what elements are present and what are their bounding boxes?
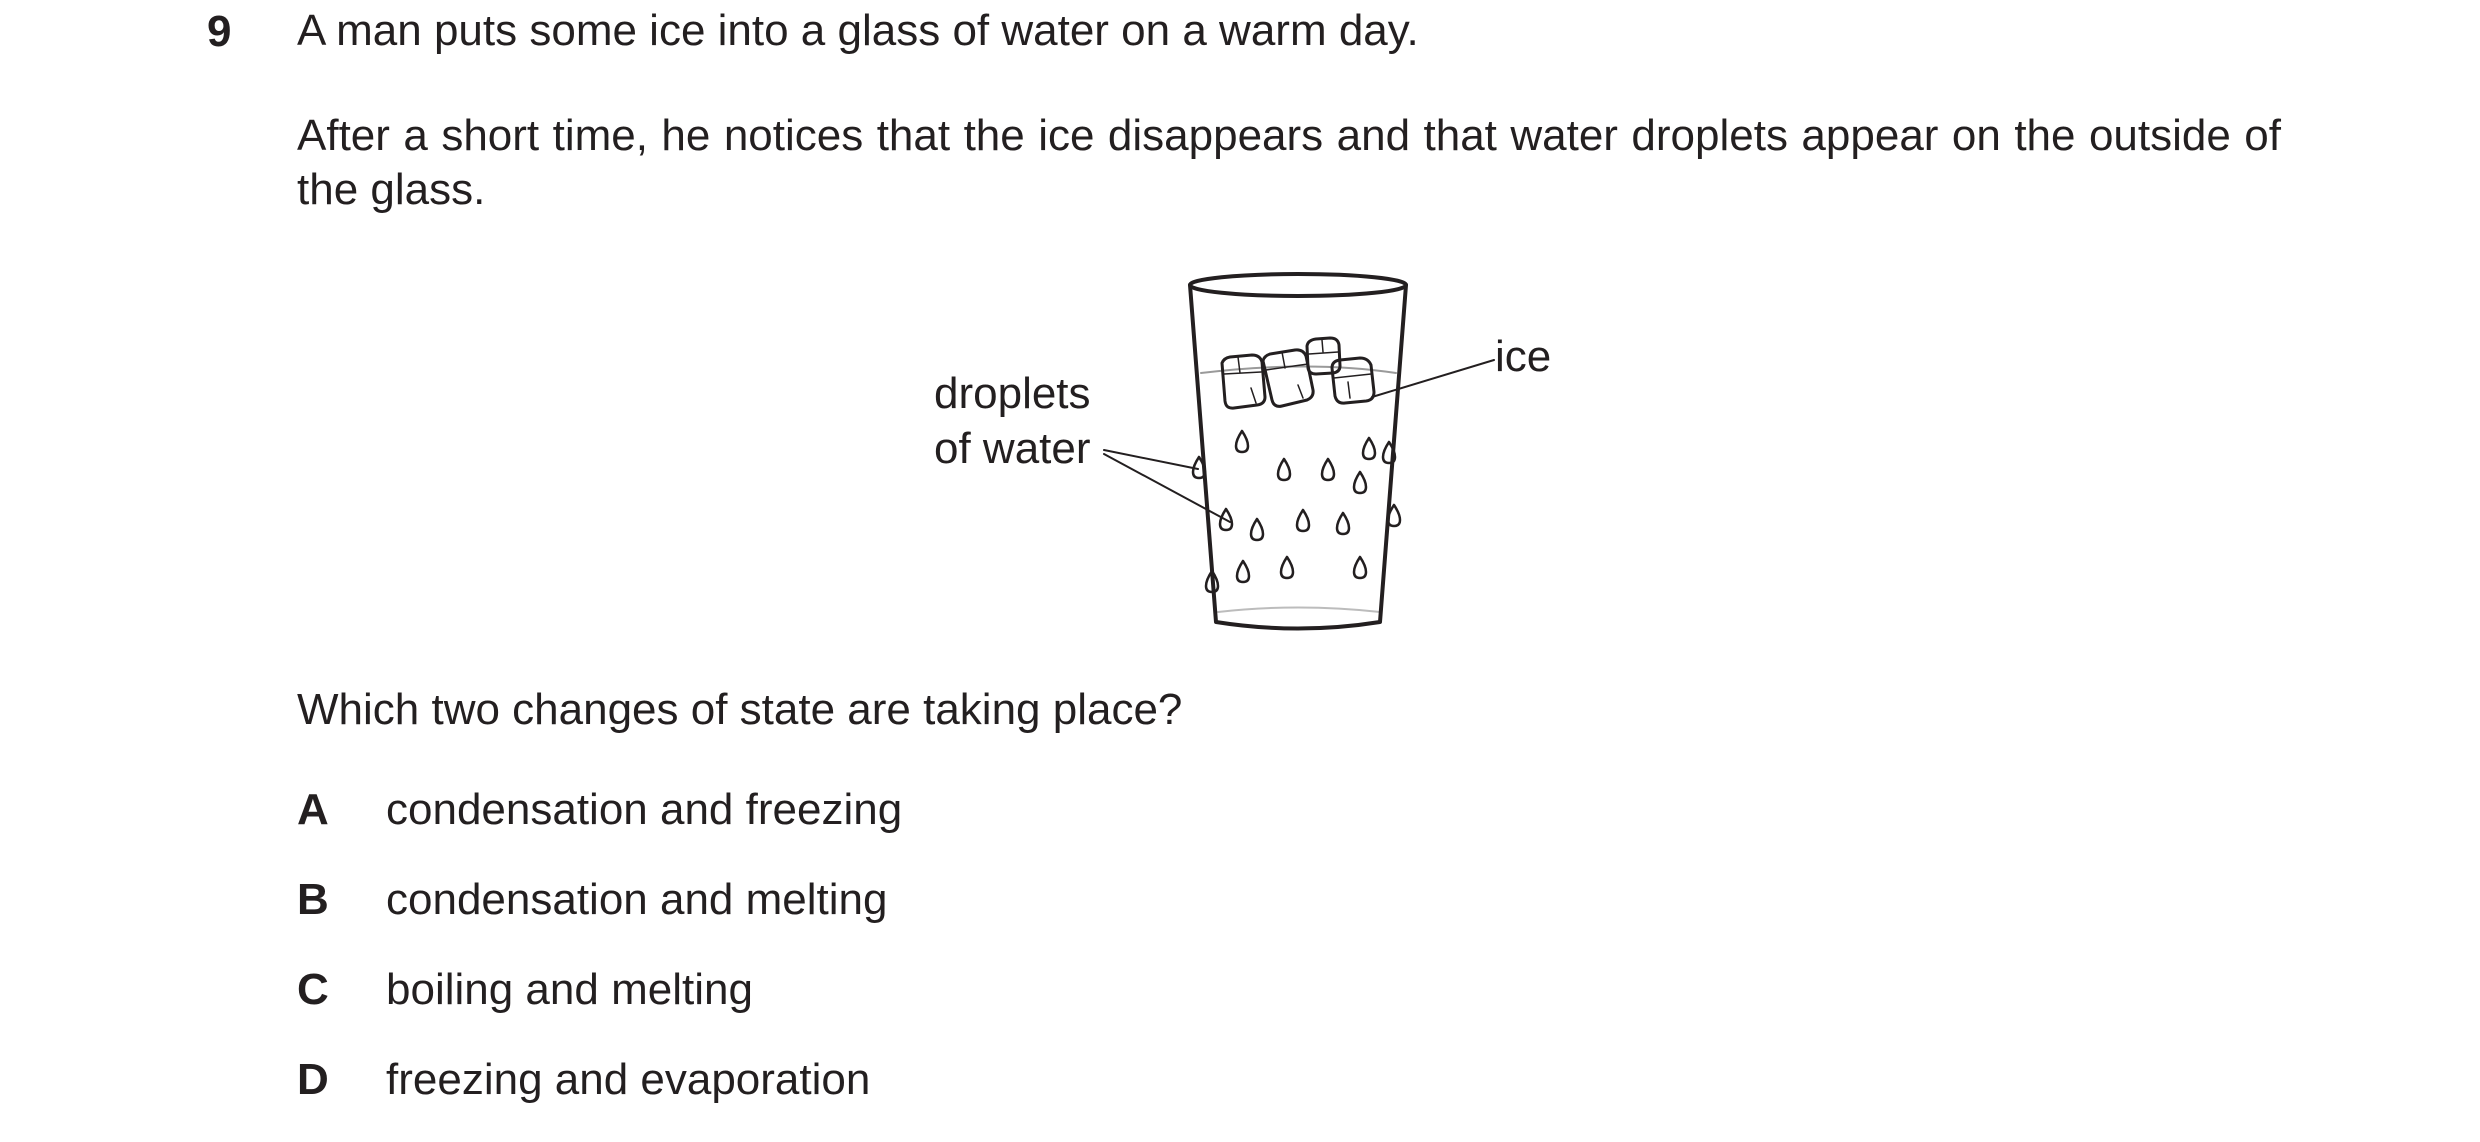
question-number: 9 [207, 7, 232, 56]
question-prompt: Which two changes of state are taking place? [297, 685, 1183, 734]
water-surface [1201, 367, 1396, 374]
option-text: condensation and freezing [386, 785, 903, 834]
glass-base-line [1218, 608, 1380, 613]
question-intro: A man puts some ice into a glass of water on a warm day. [297, 6, 1419, 55]
option-letter: C [297, 965, 329, 1014]
option-letter: D [297, 1055, 329, 1104]
glass-figure [920, 260, 1620, 640]
ice-cubes [1222, 338, 1374, 408]
droplets-label-line2: of water [934, 424, 1091, 473]
leader-lines [1104, 360, 1494, 522]
option-letter: B [297, 875, 329, 924]
option-text: condensation and melting [386, 875, 888, 924]
option-text: boiling and melting [386, 965, 753, 1014]
water-droplets [1193, 431, 1400, 592]
option-letter: A [297, 785, 329, 834]
ice-label: ice [1495, 332, 1552, 381]
option-text: freezing and evaporation [386, 1055, 871, 1104]
droplets-label-line1: droplets [934, 369, 1091, 418]
question-observation: After a short time, he notices that the ice disappears and that water droplets appear on the outside of the glass. [297, 111, 2281, 214]
glass-rim [1190, 274, 1406, 296]
